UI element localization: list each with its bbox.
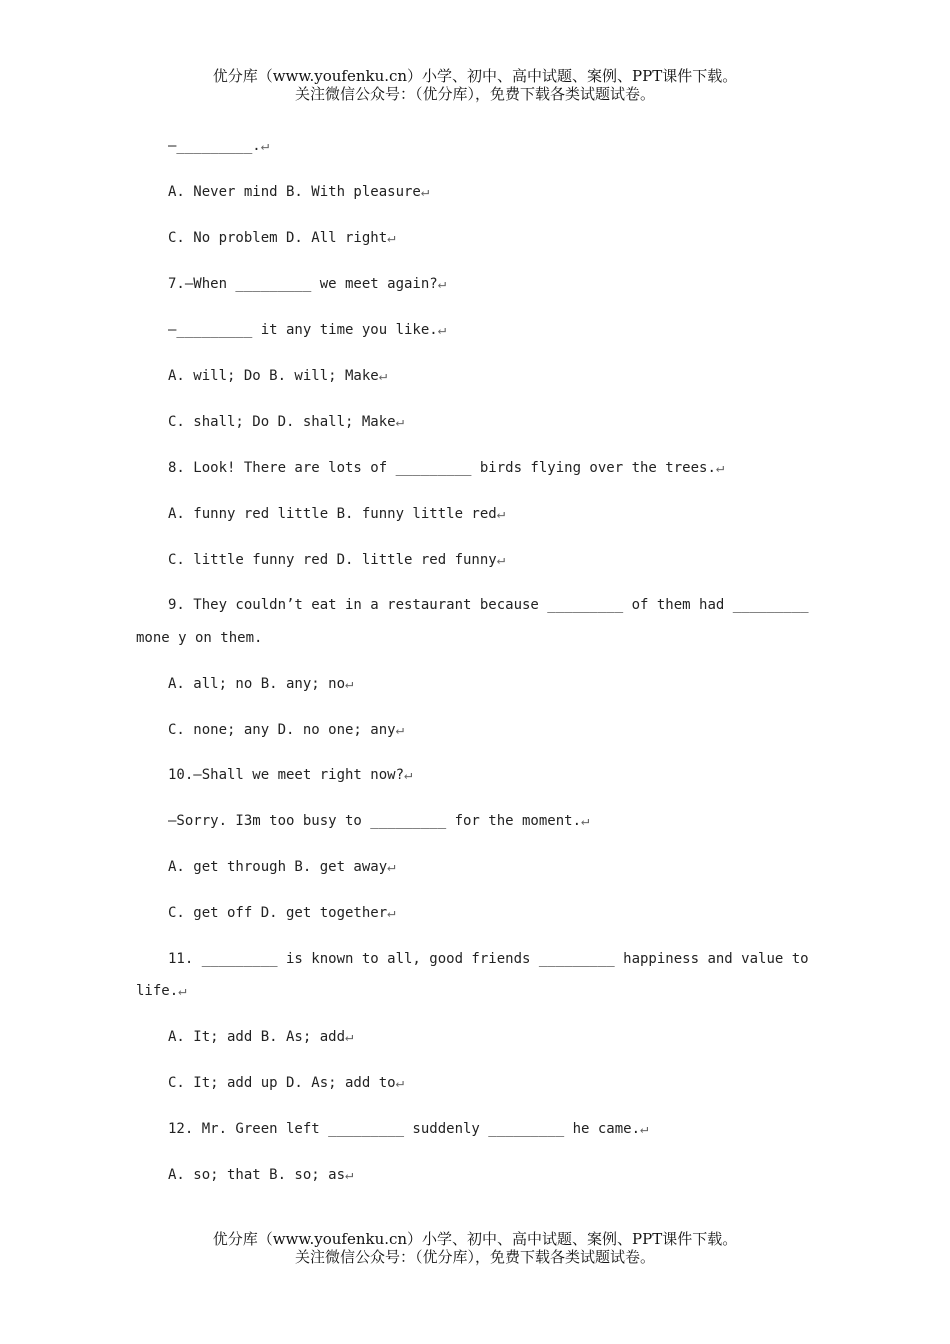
header-line-2: 关注微信公众号：（优分库），免费下载各类试题试卷。 <box>294 85 655 103</box>
option-line: A. Never mind B. With pleasure↵ <box>168 184 430 200</box>
question-11: 11. _________ is known to all, good friends _________ happiness and value to <box>168 951 809 967</box>
question-12: 12. Mr. Green left _________ suddenly _________ he came.↵ <box>168 1121 649 1137</box>
option-line: C. No problem D. All right↵ <box>168 230 396 246</box>
option-line: A. so; that B. so; as↵ <box>168 1167 354 1183</box>
question-7: 7.—When _________ we meet again?↵ <box>168 276 447 292</box>
question-10: 10.—Shall we meet right now?↵ <box>168 767 413 783</box>
option-line: C. shall; Do D. shall; Make↵ <box>168 414 405 430</box>
page-footer <box>0 1230 950 1266</box>
option-line: A. get through B. get away↵ <box>168 859 396 875</box>
option-line: C. It; add up D. As; add to↵ <box>168 1075 405 1091</box>
page-header <box>0 67 950 103</box>
question-9: 9. They couldn’t eat in a restaurant because _________ of them had _________ <box>168 597 809 613</box>
option-line: C. little funny red D. little red funny↵ <box>168 552 506 568</box>
footer-line-2: 关注微信公众号：（优分库），免费下载各类试题试卷。 <box>294 1248 655 1266</box>
question-11-continued: life.↵ <box>136 983 187 999</box>
header-line-1: 优分库（www.youfenku.cn）小学、初中、高中试题、案例、PPT课件下载。 <box>212 67 738 85</box>
answer-line: —Sorry. I3m too busy to _________ for the moment.↵ <box>168 813 590 829</box>
option-line: A. will; Do B. will; Make↵ <box>168 368 388 384</box>
option-line: A. It; add B. As; add↵ <box>168 1029 354 1045</box>
answer-line: —_________.↵ <box>168 138 270 154</box>
option-line: C. none; any D. no one; any↵ <box>168 722 405 738</box>
option-line: A. funny red little B. funny little red↵ <box>168 506 506 522</box>
question-8: 8. Look! There are lots of _________ birds flying over the trees.↵ <box>168 460 725 476</box>
option-line: A. all; no B. any; no↵ <box>168 676 354 692</box>
footer-line-1: 优分库（www.youfenku.cn）小学、初中、高中试题、案例、PPT课件下载。 <box>212 1230 738 1248</box>
question-9-continued: mone y on them. <box>136 630 263 646</box>
option-line: C. get off D. get together↵ <box>168 905 396 921</box>
answer-line: —_________ it any time you like.↵ <box>168 322 447 338</box>
